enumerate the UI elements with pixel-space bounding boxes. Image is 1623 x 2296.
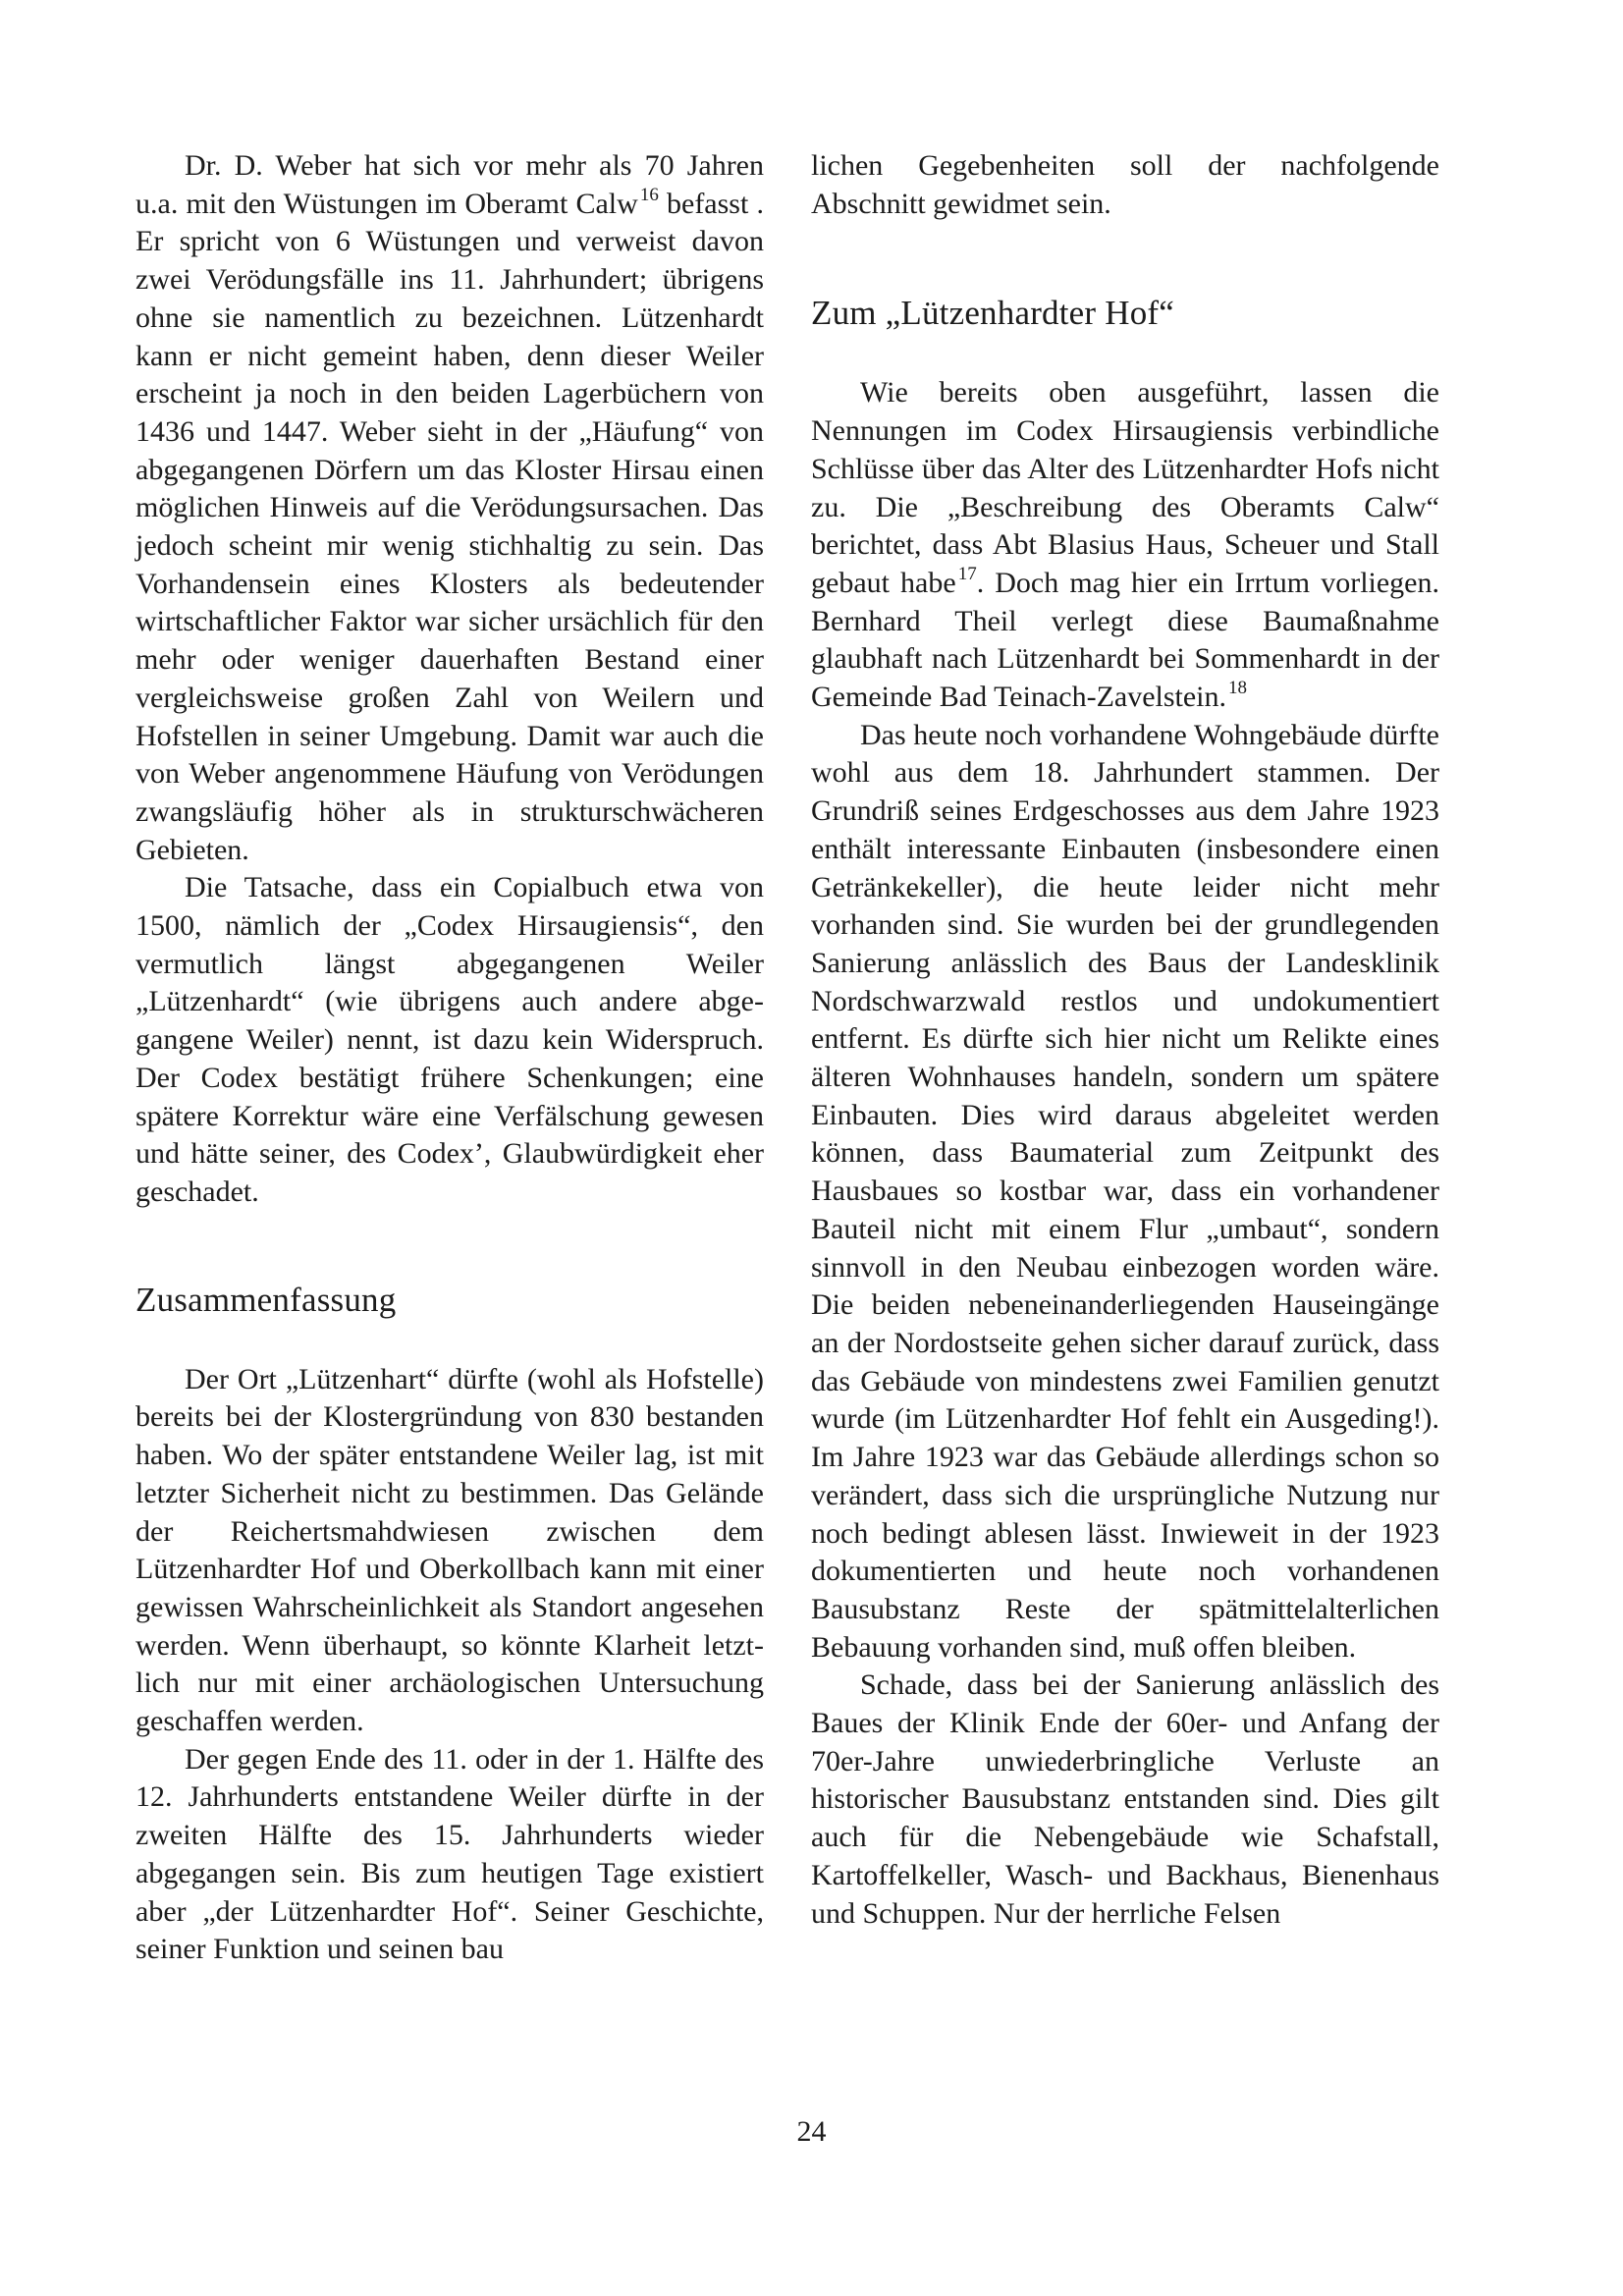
paragraph-wohngebaeude: Das heute noch vorhandene Wohngebäude dürfte wohl aus dem 18. Jahrhundert stammen. Der Grundriß seines Erdgeschosses aus dem Jahre 1923 enthält interessante Einbauten (insbesondere einen Getränkekeller), die heute leider nicht mehr vorhanden sind. Sie wurden bei der grundlegenden Sanierung anlässlich des Baus der Landesklinik Nordschwarzwald restlos und undokumentiert entfernt. Es dürfte sich hier nicht um Relikte eines älteren Wohnhauses handeln, sondern um spätere Einbauten. Dies wird daraus abgeleitet werden können, dass Baumaterial zum Zeitpunkt des Hausbaues so kostbar war, dass ein vorhandener Bauteil nicht mit einem Flur „umbaut“, sondern sinnvoll in den Neubau einbezogen worden wäre. Die beiden nebeneinanderliegenden Hauseingänge an der Nordostseite gehen sicher darauf zurück, dass das Gebäude von mindestens zwei Familien genutzt wurde (im Lützenhardter Hof fehlt ein Ausgeding!). Im Jahre 1923 war das Gebäude allerdings schon so verändert, dass sich die ursprüngliche Nutzung nur noch bedingt ablesen lässt. Inwieweit in der 1923 dokumentierten und heute noch vorhandenen Bausubstanz Reste der spätmittelalterlichen Bebauung vorhanden sind, muß offen bleiben. xyxy=(811,718,1439,1664)
paragraph-continuation: lichen Gegebenheiten soll der nachfolgende Abschnitt gewidmet sein. xyxy=(811,149,1439,220)
footnote-ref-18: 18 xyxy=(1228,678,1248,699)
paragraph-text: Wie bereits oben ausgeführt, lassen die Nennungen im Codex Hirsaugiensis verbindliche Schlüsse über das Alter des Lützenhardter Hofs nicht zu. Die „Beschreibung des Oberamts Calw“ berichtet, dass Abt Blasius Haus, Scheuer und Stall gebaut habe xyxy=(811,376,1439,599)
footnote-ref-17: 17 xyxy=(957,563,977,584)
paragraph-text: Dr. D. Weber hat sich vor mehr als 70 Jahren u.a. mit den Wüstungen im Oberamt Calw xyxy=(135,149,764,220)
page-number: 24 xyxy=(796,2115,827,2148)
paragraph-weber xyxy=(135,147,764,869)
section-heading-zusammenfassung: Zusammenfassung xyxy=(135,1280,397,1319)
section-heading-luetzenhardter-hof: Zum „Lützenhardter Hof“ xyxy=(811,294,1174,333)
paragraph-summary-location: Der Ort „Lützenhart“ dürfte (wohl als Hofstelle) bereits bei der Klostergründung von 830 bestanden haben. Wo der später entstandene Weiler lag, ist mit letzter Sicherheit nicht zu bestimmen. Das Gelände der Reichertsmahdwiesen zwischen dem Lützenhardter Hof und Oberkollbach kann mit einer gewissen Wahrscheinlichkeit als Standort angesehen werden. Wenn überhaupt, so könnte Klarheit letztlich nur mit einer archäologischen Untersuchung geschaffen werden. xyxy=(135,1362,764,1738)
paragraph-codex: Die Tatsache, dass ein Copialbuch etwa von 1500, nämlich der „Codex Hirsaugiensis“, den vermutlich längst abgegangenen Weiler „Lützenhardt“ (wie übrigens auch andere abgegangene Weiler) nennt, ist dazu kein Widerspruch. Der Codex bestätigt frühere Schenkungen; eine spätere Korrektur wäre eine Verfälschung gewesen und hätte seiner, des Codex’, Glaubwürdigkeit eher geschadet. xyxy=(135,871,764,1208)
right-column xyxy=(811,147,1439,1933)
paragraph-codex-hirsaugiensis xyxy=(811,374,1439,716)
paragraph-sanierung: Schade, dass bei der Sanierung anlässlich des Baues der Klinik Ende der 60er- und Anfang der 70er-Jahre unwiederbringliche Verluste an historischer Bausubstanz entstanden sind. Dies gilt auch für die Nebengebäude wie Schafstall, Kartoffelkeller, Wasch- und Backhaus, Bienenhaus und Schuppen. Nur der herrliche Felsen xyxy=(811,1668,1439,1930)
footnote-ref-16: 16 xyxy=(639,184,659,205)
left-column xyxy=(135,147,764,1969)
paragraph-text: . Doch mag hier ein Irrtum vorliegen. Bernhard Theil verlegt diese Baumaßnahme glaubhaft nach Lützenhardt bei Sommenhardt in der Gemeinde Bad Teinach-Zavelstein. xyxy=(811,566,1439,714)
paragraph-text: befasst . Er spricht von 6 Wüstungen und verweist davon zwei Verödungsfälle ins 11. Jahrhundert; übrigens ohne sie namentlich zu bezeichnen. Lützenhardt kann er nicht gemeint haben, denn dieser Weiler erscheint ja noch in den beiden Lagerbüchern von 1436 und 1447. Weber sieht in der „Häufung“ von abgegangenen Dörfern um das Kloster Hirsau einen möglichen Hinweis auf die Verödungsursachen. Das jedoch scheint mir wenig stichhaltig zu sein. Das Vorhandensein eines Klosters als bedeutender wirtschaftlicher Faktor war sicher ursächlich für den mehr oder weniger dauerhaften Bestand einer vergleichsweise großen Zahl von Weilern und Hofstellen in seiner Umgebung. Damit war auch die von Weber angenommene Häufung von Verödungen zwangsläufig höher als in strukturschwächeren Gebieten. xyxy=(135,187,764,866)
paragraph-summary-weiler: Der gegen Ende des 11. oder in der 1. Hälfte des 12. Jahrhunderts entstandene Weiler dürfte in der zweiten Hälfte des 15. Jahrhunderts wieder abgegangen sein. Bis zum heutigen Tage existiert aber „der Lützenhardter Hof“. Seiner Geschichte, seiner Funktion und seinen bau xyxy=(135,1742,764,1966)
